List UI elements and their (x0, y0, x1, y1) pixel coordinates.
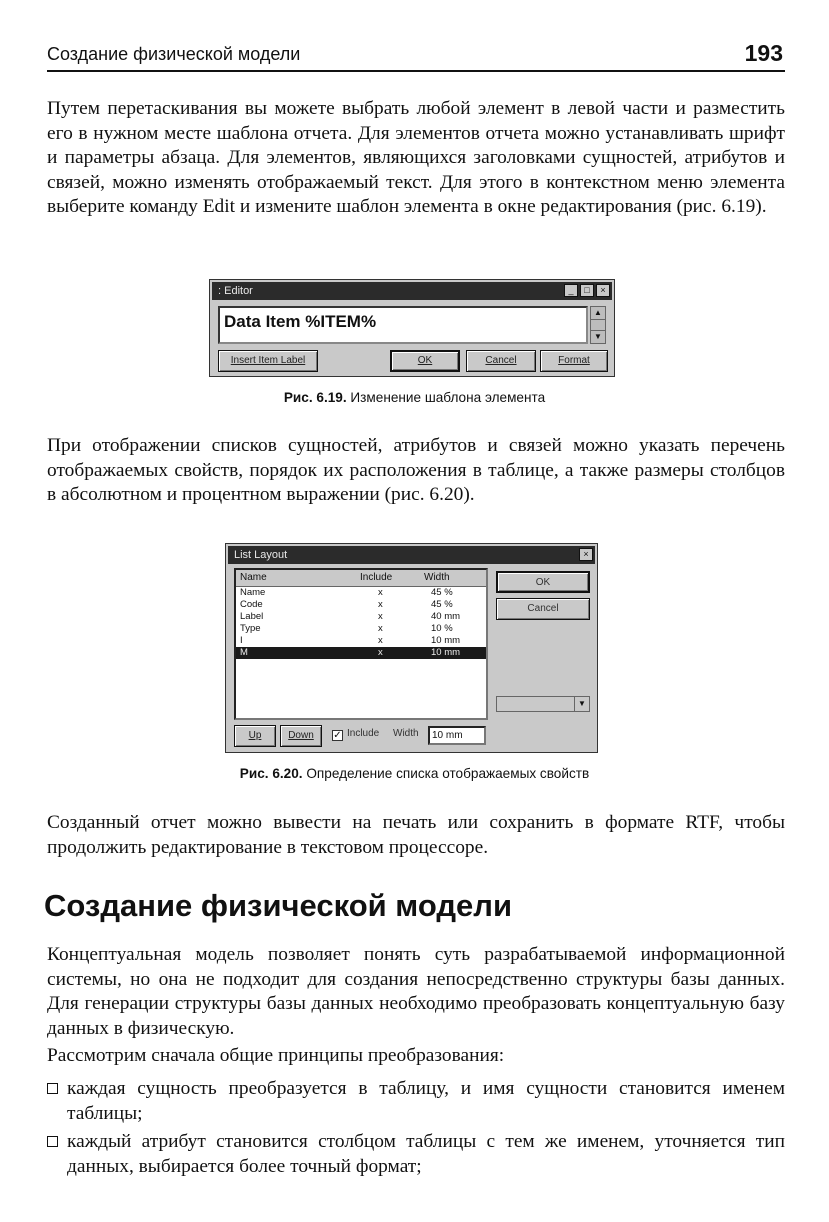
editor-dialog (209, 279, 615, 377)
table-row[interactable] (236, 647, 486, 659)
cell-name: Name (240, 587, 266, 598)
paragraph-principles: Рассмотрим сначала общие принципы преобразования: (47, 1045, 505, 1066)
section-heading: Создание физической модели (44, 888, 513, 923)
column-header-include[interactable]: Include (360, 572, 393, 583)
close-icon[interactable]: × (579, 548, 593, 561)
table-row[interactable] (236, 623, 486, 635)
insert-item-label-button[interactable]: Insert Item Label (218, 350, 318, 372)
width-label: Width (393, 728, 419, 739)
list-layout-title: List Layout (234, 549, 288, 561)
checkbox-bullet-icon (47, 1083, 58, 1094)
include-label: Include (347, 728, 380, 739)
column-header-name[interactable]: Name (240, 572, 267, 583)
cell-name: I (240, 635, 243, 646)
scroll-up-icon[interactable]: ▲ (591, 307, 605, 320)
figure-caption-620 (0, 766, 829, 781)
include-checkbox[interactable]: ✓ (333, 730, 342, 741)
maximize-icon[interactable]: □ (580, 284, 594, 297)
minimize-icon[interactable]: _ (564, 284, 578, 297)
ok-button[interactable]: OK (390, 350, 460, 372)
cell-width: 45 % (431, 599, 453, 610)
ok-button[interactable]: OK (496, 571, 590, 593)
page-number: 193 (744, 40, 783, 66)
list-item-text: каждый атрибут становится столбцом таблицы с тем же именем, уточняется тип данных, выбирается более точный формат; (67, 1131, 785, 1177)
up-button[interactable]: Up (234, 725, 276, 747)
running-header (47, 40, 785, 72)
cancel-button[interactable]: Cancel (496, 598, 590, 620)
table-row[interactable] (236, 611, 486, 623)
editor-title: : Editor (218, 285, 253, 297)
cell-include: x (378, 623, 383, 634)
list-header (236, 570, 486, 587)
table-row[interactable] (236, 599, 486, 611)
cell-width: 10 mm (431, 635, 461, 646)
cell-width: 40 mm (431, 611, 461, 622)
editor-textbox[interactable]: Data Item %ITEM% (218, 306, 588, 344)
cell-name: Code (240, 599, 263, 610)
paragraph-lists: При отображении списков сущностей, атрибутов и связей можно указать перечень отображаемых свойств, порядок их расположения в таблице, а также размеры столбцов в абсолютном и процентном выражении (рис. 6.20). (47, 435, 785, 505)
width-unit-dropdown[interactable] (496, 696, 590, 712)
cell-include: x (378, 587, 383, 598)
paragraph-concept: Концептуальная модель позволяет понять суть разрабатываемой информационной системы, но она не подходит для создания непосредственно структуры базы данных. Для генерации структуры базы данных необходимо преобразовать концептуальную базу данных в физическую. (47, 944, 785, 1039)
cell-include: x (378, 611, 383, 622)
list-layout-dialog (225, 543, 598, 753)
caption-text: Изменение шаблона элемента (350, 390, 546, 405)
caption-text: Определение списка отображаемых свойств (306, 766, 590, 781)
caption-label: Рис. 6.19. (283, 390, 347, 405)
editor-titlebar (212, 282, 612, 300)
figure-caption-619 (0, 390, 829, 405)
format-button[interactable]: Format (540, 350, 608, 372)
list-layout-titlebar (228, 546, 595, 564)
cell-include: x (378, 647, 383, 658)
list-item-text: каждая сущность преобразуется в таблицу, и имя сущности становится именем таблицы; (67, 1078, 785, 1124)
cell-name: Type (240, 623, 261, 634)
down-button[interactable]: Down (280, 725, 322, 747)
cell-width: 45 % (431, 587, 453, 598)
cell-name: M (240, 647, 248, 658)
cancel-button[interactable]: Cancel (466, 350, 536, 372)
close-icon[interactable]: × (596, 284, 610, 297)
cell-include: x (378, 635, 383, 646)
width-input[interactable]: 10 mm (428, 726, 486, 745)
paragraph-print: Созданный отчет можно вывести на печать или сохранить в формате RTF, чтобы продолжить редактирование в текстовом процессоре. (47, 812, 785, 858)
cell-width: 10 % (431, 623, 453, 634)
chevron-down-icon[interactable]: ▼ (574, 697, 589, 711)
caption-label: Рис. 6.20. (239, 766, 303, 781)
editor-scrollbar[interactable] (590, 306, 606, 344)
paragraph-intro: Путем перетаскивания вы можете выбрать любой элемент в левой части и разместить его в нужном месте шаблона отчета. Для элементов отчета можно устанавливать шрифт и параметры абзаца. Для элементов, являющихся заголовками сущностей, атрибутов и связей, можно изменять отображаемый текст. Для этого в контекстном меню элемента выберите команду Edit и измените шаблон элемента в окне редактирования (рис. 6.19). (47, 98, 785, 217)
running-header-title: Создание физической модели (47, 44, 301, 64)
column-header-width[interactable]: Width (424, 572, 450, 583)
cell-name: Label (240, 611, 264, 622)
cell-include: x (378, 599, 383, 610)
table-row[interactable] (236, 635, 486, 647)
table-row[interactable] (236, 587, 486, 599)
scroll-down-icon[interactable]: ▼ (591, 330, 605, 343)
properties-list[interactable] (234, 568, 488, 720)
checkbox-bullet-icon (47, 1136, 58, 1147)
cell-width: 10 mm (431, 647, 461, 658)
